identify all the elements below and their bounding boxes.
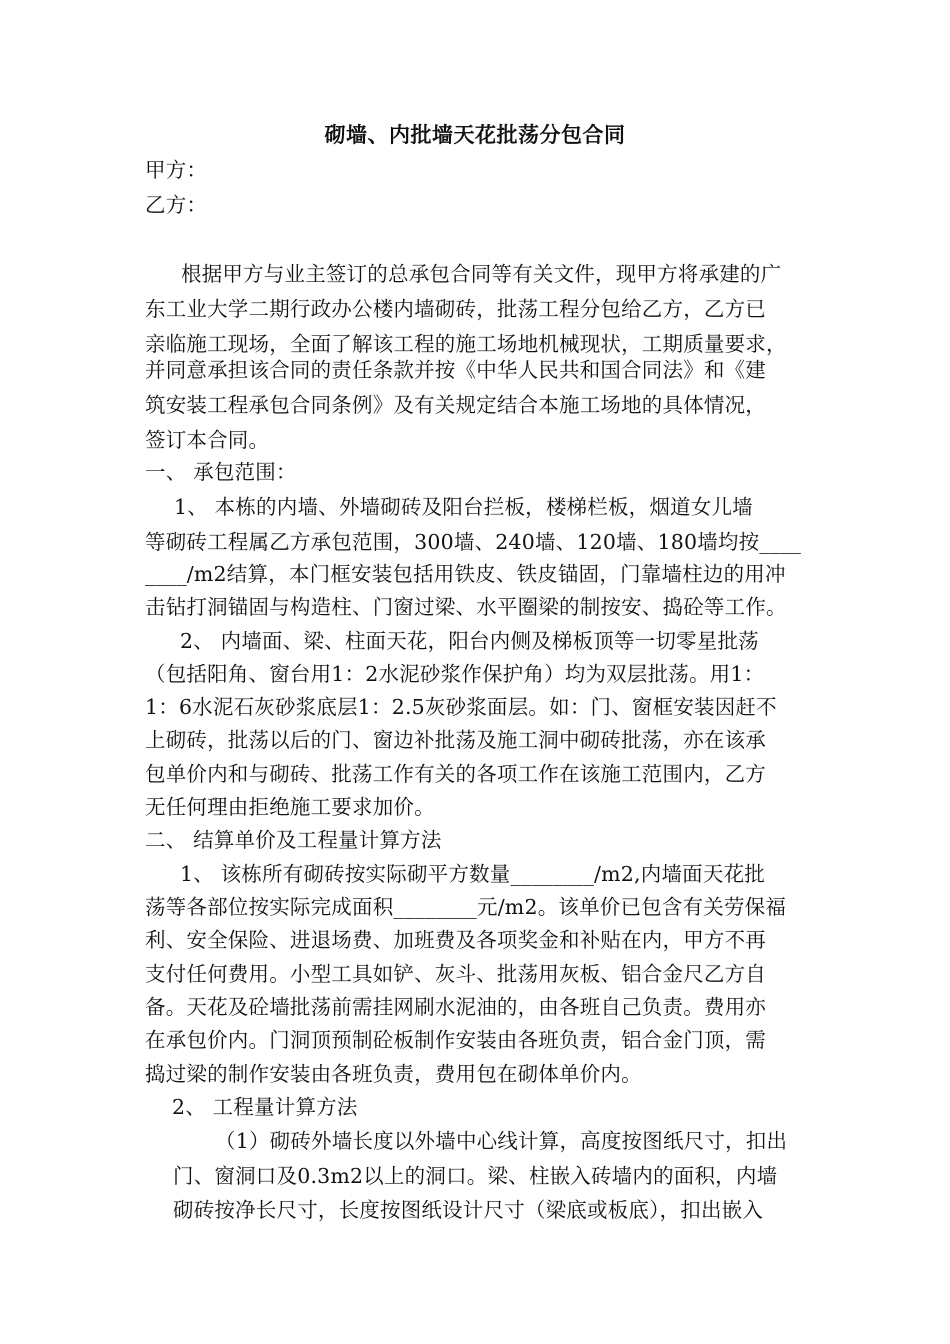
paragraph-line: 门、窗洞口及0.3m2以上的洞口。梁、柱嵌入砖墙内的面积，内墙: [173, 1164, 778, 1188]
paragraph-line: 亲临施工现场，全面了解该工程的施工场地机械现状，工期质量要求，: [145, 332, 787, 356]
paragraph-line: 砌砖按净长尺寸，长度按图纸设计尺寸（梁底或板底），扣出嵌入: [173, 1198, 764, 1222]
paragraph-line: 支付任何费用。小型工具如铲、灰斗、批荡用灰板、铝合金尺乙方自: [145, 962, 766, 986]
paragraph-line: 1：6水泥石灰砂浆底层1：2.5灰砂浆面层。如：门、窗框安装因赶不: [145, 695, 777, 719]
document-title: 砌墙、内批墙天花批荡分包合同: [324, 123, 626, 147]
paragraph-line: （包括阳角、窗台用1：2水泥砂浆作保护角）均为双层批荡。用1：: [145, 662, 765, 686]
paragraph-line: （1）砌砖外墙长度以外墙中心线计算，高度按图纸尺寸，扣出: [215, 1129, 788, 1153]
paragraph-line: 利、安全保险、进退场费、加班费及各项奖金和补贴在内，甲方不再: [145, 928, 766, 952]
paragraph-line: 等砌砖工程属乙方承包范围，300墙、240墙、120墙、180墙均按____: [145, 530, 802, 554]
paragraph-line: 签订本合同。: [145, 428, 270, 452]
paragraph-line: 捣过梁的制作安装由各班负责，费用包在砌体单价内。: [145, 1062, 642, 1086]
party-b-label: 乙方：: [145, 193, 208, 217]
subsection-heading: 2、 工程量计算方法: [172, 1095, 358, 1119]
paragraph-line: 并同意承担该合同的责任条款并按《中华人民共和国合同法》和《建: [145, 358, 766, 382]
paragraph-line: 无任何理由拒绝施工要求加价。: [145, 795, 435, 819]
party-a-label: 甲方：: [145, 158, 208, 182]
paragraph-line: 备。天花及砼墙批荡前需挂网刷水泥油的，由各班自己负责。费用亦: [145, 995, 766, 1019]
paragraph-line: 上砌砖，批荡以后的门、窗边补批荡及施工洞中砌砖批荡，亦在该承: [145, 728, 766, 752]
paragraph-line: 东工业大学二期行政办公楼内墙砌砖，批荡工程分包给乙方，乙方已: [145, 297, 766, 321]
paragraph-line: 在承包价内。门洞顶预制砼板制作安装由各班负责，铝合金门顶，需: [145, 1028, 766, 1052]
paragraph-line: 1、 本栋的内墙、外墙砌砖及阳台拦板，楼梯栏板，烟道女儿墙: [174, 495, 753, 519]
paragraph-line: 包单价内和与砌砖、批荡工作有关的各项工作在该施工范围内，乙方: [145, 762, 766, 786]
paragraph-line: 1、 该栋所有砌砖按实际砌平方数量________/m2,内墙面天花批: [180, 862, 765, 886]
paragraph-line: 根据甲方与业主签订的总承包合同等有关文件，现甲方将承建的广: [181, 262, 782, 286]
paragraph-line: 筑安装工程承包合同条例》及有关规定结合本施工场地的具体情况，: [145, 393, 766, 417]
paragraph-line: 荡等各部位按实际完成面积________元/m2。该单价已包含有关劳保福: [145, 895, 787, 919]
paragraph-line: 击钻打洞锚固与构造柱、门窗过梁、水平圈梁的制按安、捣砼等工作。: [145, 595, 787, 619]
paragraph-line: 2、 内墙面、梁、柱面天花，阳台内侧及梯板顶等一切零星批荡: [180, 629, 759, 653]
section-heading: 二、 结算单价及工程量计算方法: [145, 828, 442, 852]
section-heading: 一、 承包范围：: [145, 460, 297, 484]
paragraph-line: ____/m2结算，本门框安装包括用铁皮、铁皮锚固，门靠墙柱边的用冲: [145, 562, 786, 586]
